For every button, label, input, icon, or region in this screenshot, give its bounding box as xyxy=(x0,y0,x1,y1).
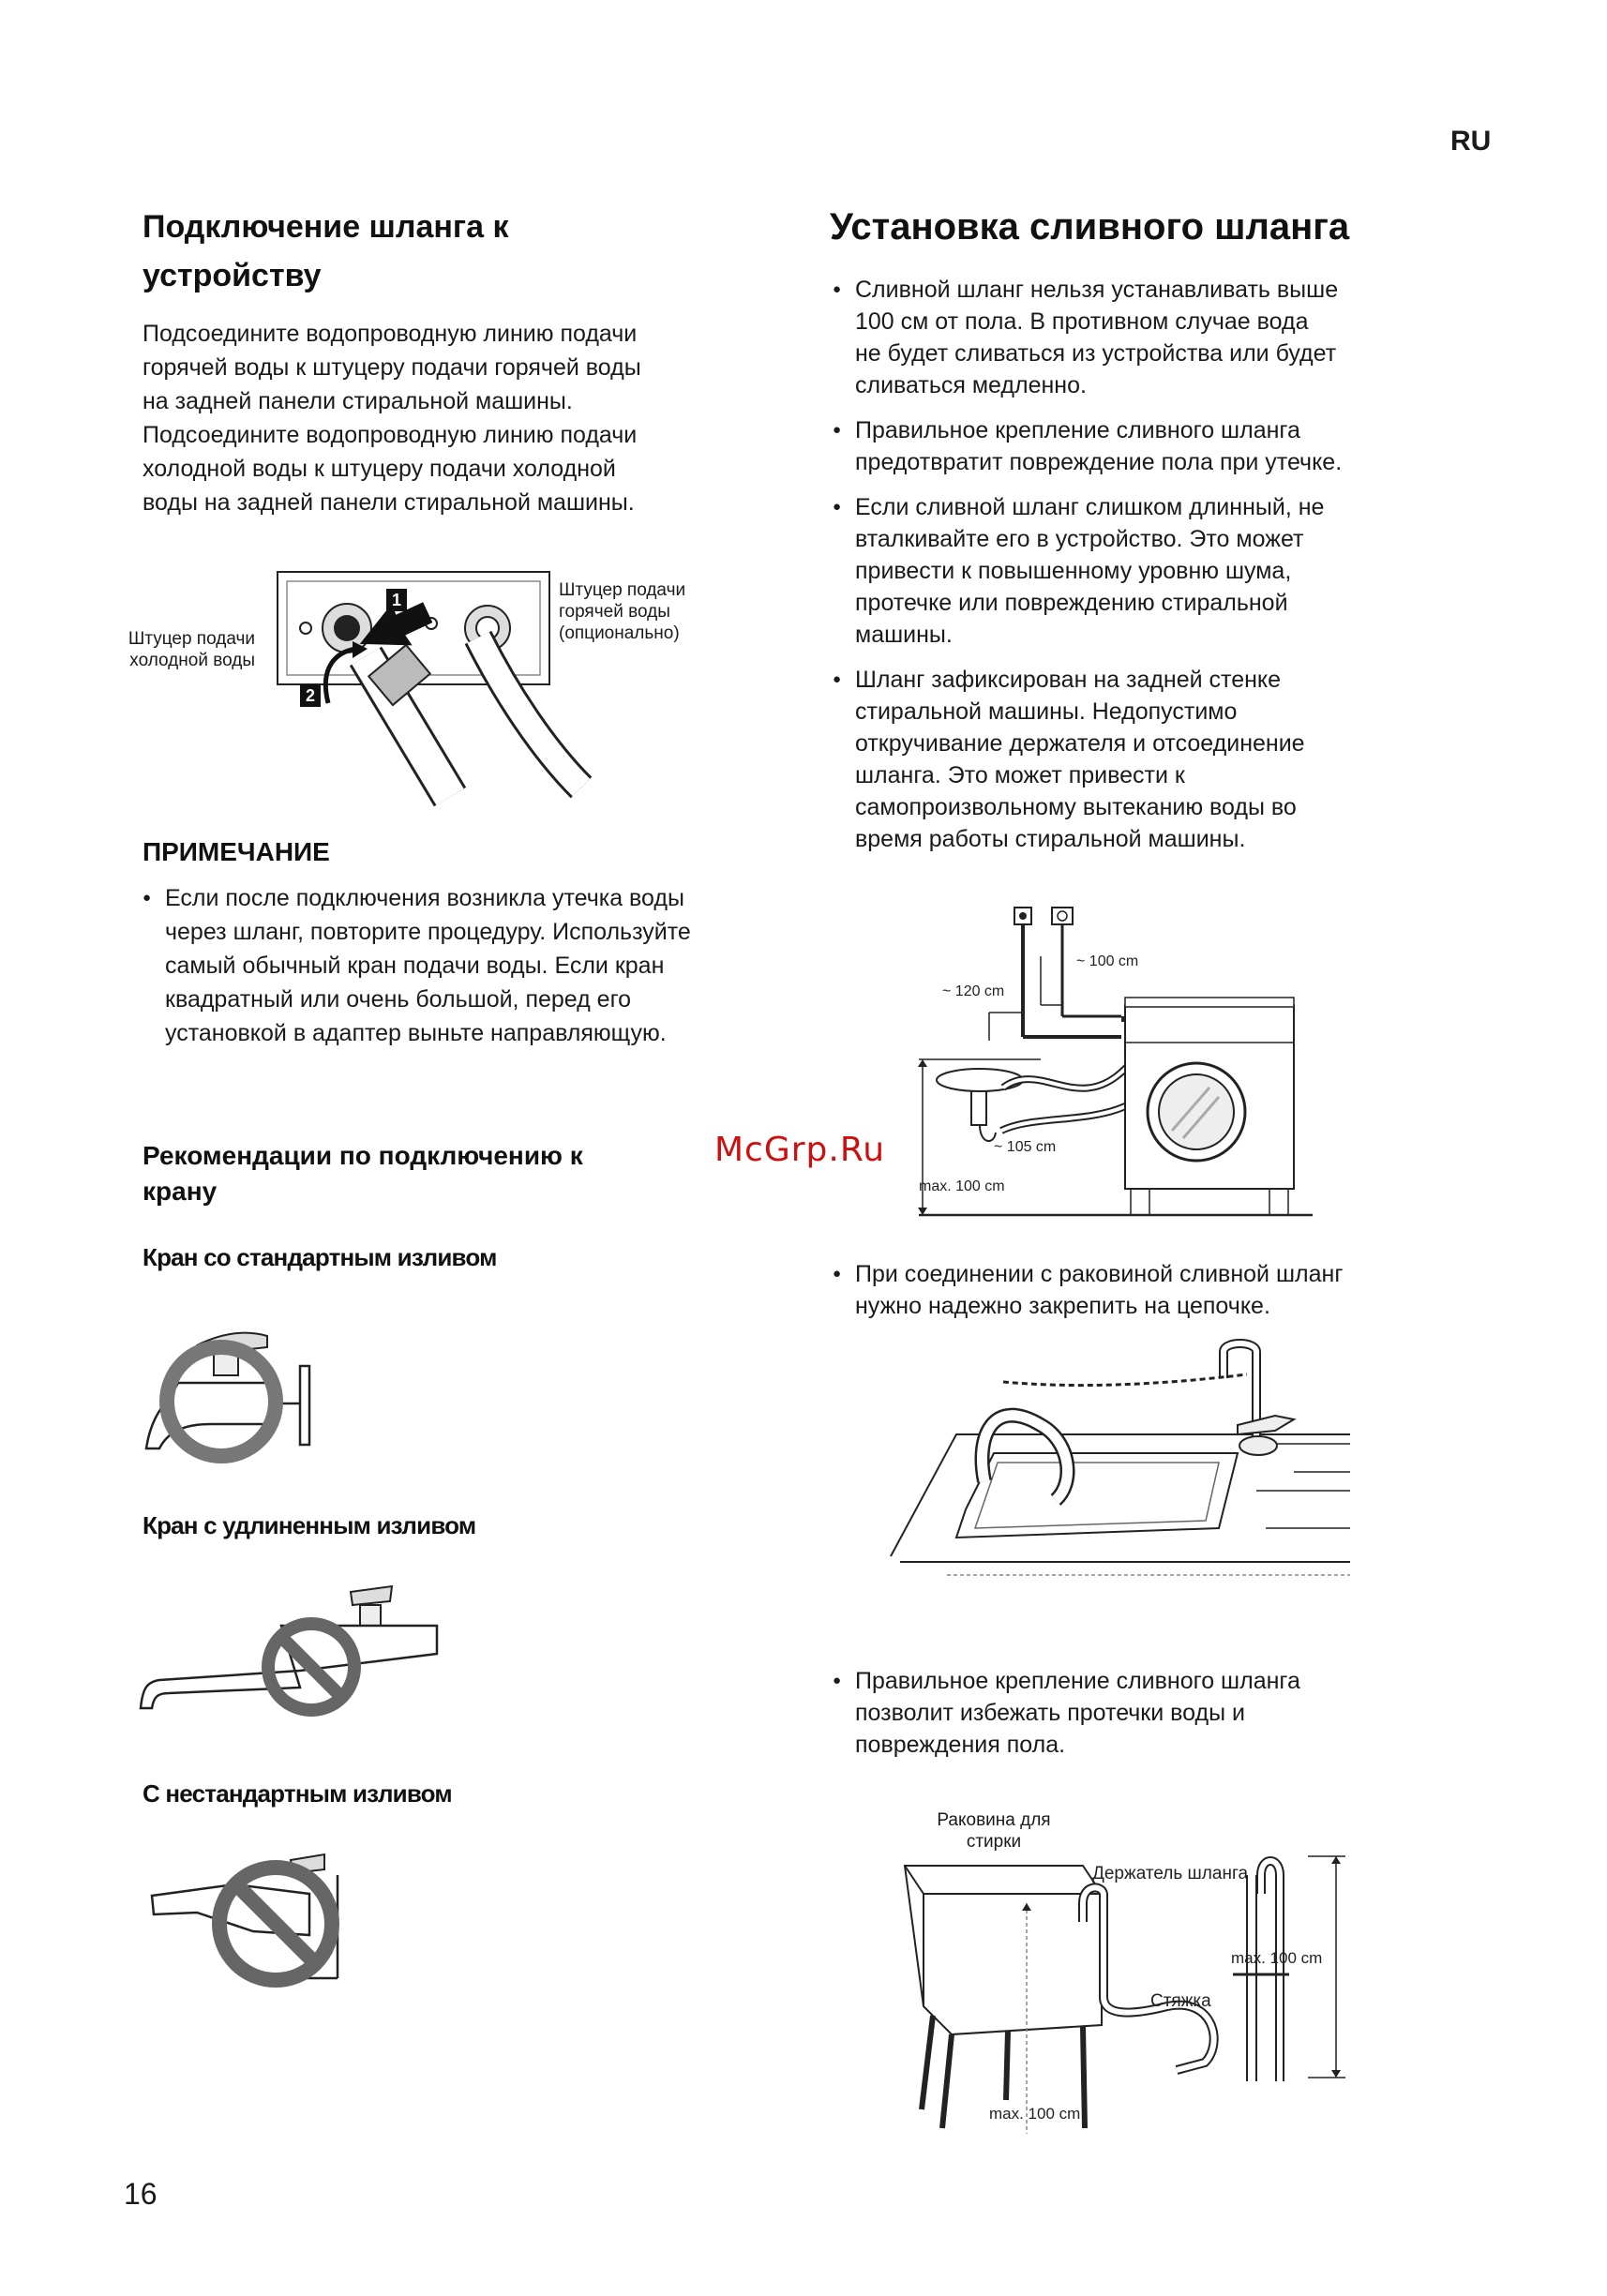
label-line: горячей воды xyxy=(559,602,670,622)
text-line: горячей воды к штуцеру подачи горячей воды xyxy=(143,354,641,381)
inlet-hose-figure xyxy=(263,563,600,806)
text-line: не будет сливаться из устройства или будет xyxy=(855,340,1337,367)
text-line: ● Шланг зафиксирован на задней стенке xyxy=(855,667,1282,693)
text-line: на задней панели стиральной машины. xyxy=(143,388,573,414)
chain xyxy=(1003,1374,1247,1386)
dim-120-label: ~ 120 cm xyxy=(942,983,1005,999)
socket-icon xyxy=(1052,908,1073,924)
chain-bullet xyxy=(833,1258,1508,1322)
hose-connection-text xyxy=(143,317,724,519)
label-line: Раковина для xyxy=(937,1810,1051,1830)
text-line: повреждения пола. xyxy=(855,1732,1066,1758)
dim-105-label: ~ 105 cm xyxy=(994,1139,1057,1155)
dim-100-label: ~ 100 cm xyxy=(1076,953,1139,969)
text-line: машины. xyxy=(855,622,953,648)
long-spout-tap-figure xyxy=(141,1577,450,1736)
drain-hose-title: Установка сливного шланга xyxy=(830,206,1350,248)
language-code: RU xyxy=(1450,126,1492,157)
note-bullet xyxy=(143,881,780,1050)
label-line: (опционально) xyxy=(559,623,680,643)
text-line: откручивание держателя и отсоединение xyxy=(855,730,1305,757)
text-line: Подсоедините водопроводную линию подачи xyxy=(143,321,638,347)
text-line: холодной воды к штуцеру подачи холодной xyxy=(143,456,616,482)
text-line: протечке или повреждению стиральной xyxy=(855,590,1288,616)
text-line: предотвратит повреждение пола при утечке. xyxy=(855,449,1343,475)
text-line: стиральной машины. Недопустимо xyxy=(855,698,1238,725)
text-line: привести к повышенному уровню шума, xyxy=(855,558,1292,584)
label-line: Штуцер подачи xyxy=(559,580,686,600)
laundry-tub-label xyxy=(924,1809,1064,1853)
text-line: ● Сливной шланг нельзя устанавливать выше xyxy=(855,277,1339,303)
drain-bullet xyxy=(833,664,1508,855)
text-line: ● Правильное крепление сливного шланга xyxy=(855,1668,1300,1694)
sink-chain-figure xyxy=(881,1341,1369,1603)
drain-height-figure xyxy=(891,900,1341,1219)
standard-tap-figure xyxy=(141,1308,328,1467)
cold-inlet-label xyxy=(101,628,255,671)
text-line: квадратный или очень большой, перед его xyxy=(165,986,632,1013)
nonstandard-tap-figure xyxy=(141,1838,366,1997)
title-line: Рекомендации по подключению к xyxy=(143,1141,583,1170)
text-line: ● Если после подключения возникла утечка воды xyxy=(165,885,684,911)
chain-bullet-block xyxy=(833,1258,1508,1322)
drain-bullet xyxy=(833,274,1508,401)
text-line: установкой в адаптер выньте направляющую. xyxy=(165,1020,667,1046)
text-line: позволит избежать протечки воды и xyxy=(855,1700,1245,1726)
drain-bullet xyxy=(833,491,1508,651)
text-line: шланга. Это может привести к xyxy=(855,762,1185,788)
max-left-label: max. 100 cm xyxy=(989,2105,1081,2123)
step-2-badge: 2 xyxy=(305,686,316,705)
drain-bullet xyxy=(833,414,1508,478)
text-line: ● При соединении с раковиной сливной шланг xyxy=(855,1261,1344,1287)
text-line: 100 см от пола. В противном случае вода xyxy=(855,308,1309,335)
text-line: Подсоедините водопроводную линию подачи xyxy=(143,422,638,448)
long-spout-tap-label: Кран с удлиненным изливом xyxy=(143,1511,476,1539)
label-line: холодной воды xyxy=(129,651,255,670)
standard-tap-label: Кран со стандартным изливом xyxy=(143,1243,497,1271)
text-line: самый обычный кран подачи воды. Если кран xyxy=(165,953,665,979)
tie-label: Стяжка xyxy=(1150,1991,1211,2011)
note-list xyxy=(143,881,780,1050)
step-1-badge: 1 xyxy=(391,591,402,609)
text-line: время работы стиральной машины. xyxy=(855,826,1246,852)
text-line: ● Правильное крепление сливного шланга xyxy=(855,417,1300,443)
nonstandard-tap-label: С нестандартным изливом xyxy=(143,1779,452,1808)
laundry-tub xyxy=(905,1866,1102,2034)
label-line: стирки xyxy=(966,1832,1022,1852)
text-line: самопроизвольному вытеканию воды во xyxy=(855,794,1297,820)
max-right-label: max. 100 cm xyxy=(1231,1949,1323,1967)
hose-connection-title: Подключение шланга к устройству xyxy=(143,209,509,293)
tap-recommendations-title xyxy=(143,1138,583,1209)
watermark: McGrp.Ru xyxy=(714,1131,886,1169)
text-line: воды на задней панели стиральной машины. xyxy=(143,489,635,516)
text-line: нужно надежно закрепить на цепочке. xyxy=(855,1293,1270,1319)
fix-bullet xyxy=(833,1665,1508,1761)
note-title: ПРИМЕЧАНИЕ xyxy=(143,837,330,866)
text-line: ● Если сливной шланг слишком длинный, не xyxy=(855,494,1325,520)
hose-holder-label: Держатель шланга xyxy=(1092,1864,1249,1883)
fix-bullet-block xyxy=(833,1665,1508,1761)
text-line: через шланг, повторите процедуру. Используйте xyxy=(165,919,691,945)
text-line: сливаться медленно. xyxy=(855,372,1087,398)
title-line: крану xyxy=(143,1177,218,1206)
page-number: 16 xyxy=(124,2177,158,2211)
laundry-tub-figure xyxy=(895,1856,1345,2138)
label-line: Штуцер подачи xyxy=(128,629,255,649)
max-100-label: max. 100 cm xyxy=(919,1178,1005,1194)
drain-bullets xyxy=(833,274,1508,855)
text-line: вталкивайте его в устройство. Это может xyxy=(855,526,1304,552)
